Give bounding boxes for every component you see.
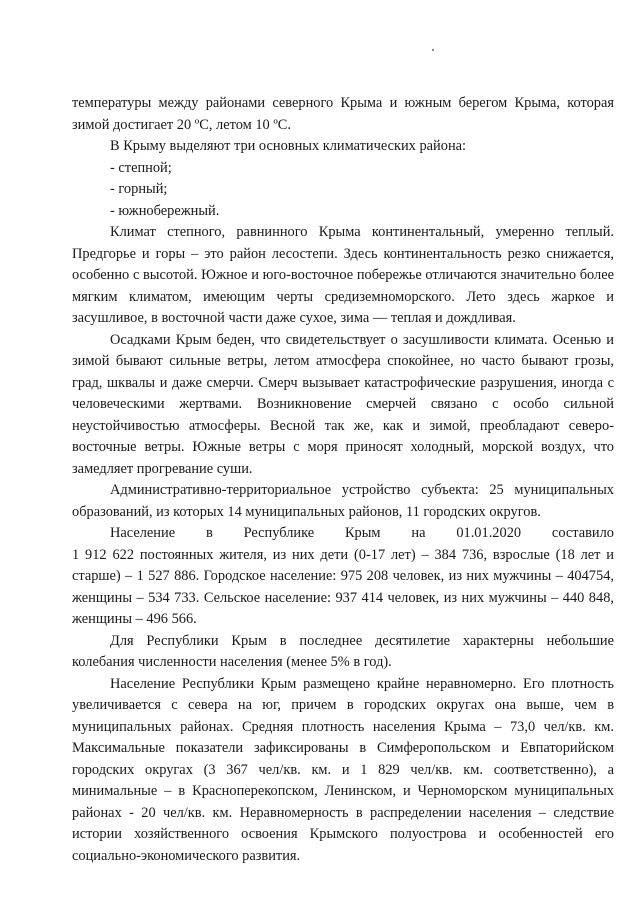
list-item-steppe: - степной; bbox=[110, 159, 172, 176]
paragraph-climate-regions-intro: В Крыму выделяют три основных климатических района: bbox=[110, 138, 467, 154]
paragraph-climate-description: Климат степного, равнинного Крыма континентальный, умеренно теплый. Предгорье и горы – это район лесостепи. Здесь континентальность резко снижается, особенно с высотой. Южное и юго-восточное побережье отличаются значительно более мягким климатом, имеющим черты средиземноморского. Лето здесь жаркое и засушливое, в восточной части даже сухое, зима — теплая и дождливая. bbox=[72, 224, 614, 326]
paragraph-administrative: Административно-территориальное устройство субъекта: 25 муниципальных образований, из которых 14 муниципальных районов, 11 городских округов. bbox=[72, 482, 614, 520]
scan-speck bbox=[432, 49, 434, 51]
list-item-south-coast: - южнобережный. bbox=[110, 202, 220, 219]
paragraph-temperature-continuation: температуры между районами северного Крыма и южным берегом Крыма, которая зимой достигает 20 ºС, летом 10 ºС. bbox=[72, 95, 614, 133]
paragraph-population-figures: 1 912 622 постоянных жителя, из них дети (0-17 лет) – 384 736, взрослые (18 лет и старше) – 1 527 886. Городское население: 975 208 человек, из них мужчины – 404754, женщины – 534 733. Сельское население: 937 414 человек, из них мужчины – 440 848, женщины – 496 566. bbox=[72, 546, 614, 627]
list-item-mountain: - горный; bbox=[110, 181, 168, 197]
paragraph-population-heading: Население в Республике Крым на 01.01.2020 составило bbox=[110, 525, 614, 541]
paragraph-population-fluctuation: Для Республики Крым в последнее десятилетие характерны небольшие колебания численности населения (менее 5% в год). bbox=[72, 632, 614, 670]
document-body bbox=[72, 93, 614, 867]
paragraph-precipitation: Осадками Крым беден, что свидетельствует о засушливости климата. Осенью и зимой бывают сильные ветры, летом атмосфера спокойнее, но часто бывают грозы, град, шквалы и даже смерчи. Смерч вызывает катастрофические разрушения, иногда с человеческими жертвами. Возникновение смерчей связано с особо сильной неустойчивостью атмосферы. Весной так же, как и зимой, преобладают северо-восточные ветры. Южные ветры с моря приносят холодный, морской воздух, что замедляет прогревание суши. bbox=[72, 331, 614, 477]
paragraph-population-density: Население Республики Крым размещено крайне неравномерно. Его плотность увеличивается с севера на юг, причем в городских округах она выше, чем в муниципальных районах. Средняя плотность населения Крыма – 73,0 чел/кв. км. Максимальные показатели зафиксированы в Симферопольском и Евпаторийском городских округах (3 367 чел/кв. км. и 1 829 чел/кв. км. соответственно), а минимальные – в Красноперекопском, Ленинском, и Черноморском муниципальных районах - 20 чел/кв. км. Неравномерность в распределении населения – следствие истории хозяйственного освоения Крымского полуострова и особенностей его социально-экономического развития. bbox=[72, 675, 614, 864]
